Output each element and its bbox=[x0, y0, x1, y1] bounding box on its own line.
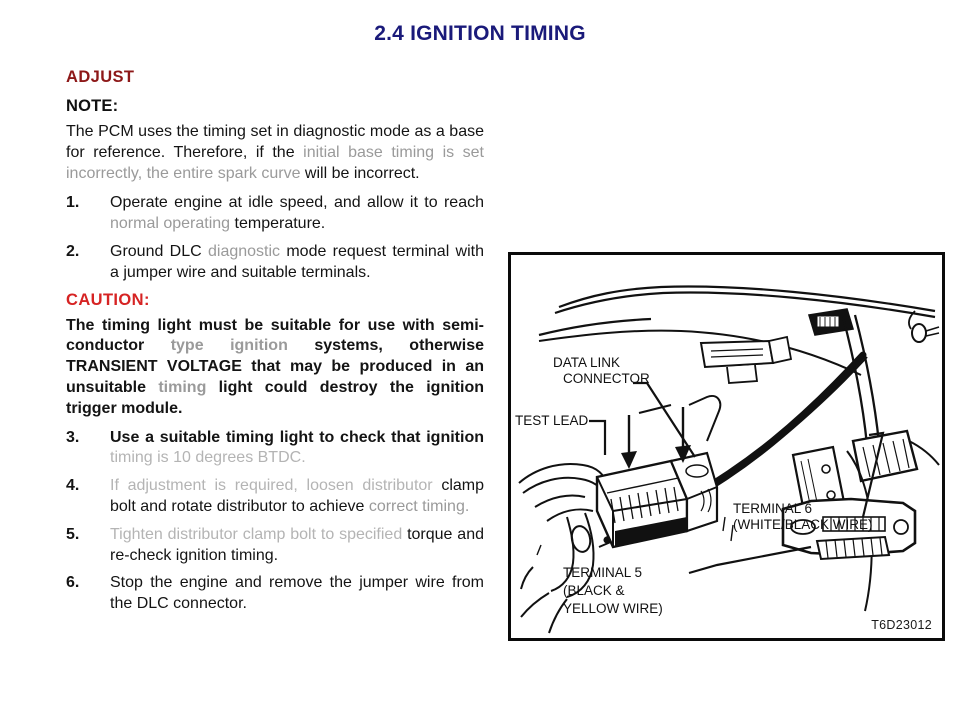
step-text-part-2: timing is 10 degrees BTDC. bbox=[110, 449, 306, 467]
step-text-part-2: clamp bolt and rotate distributor to achieve bbox=[110, 477, 484, 515]
step-text-part-1: Use a suitable timing light to check that ignition bbox=[110, 428, 484, 446]
data-link-label-line1: DATA LINK bbox=[553, 355, 621, 370]
note-body-part-2: initial base timing is set incorrectly, the entire spark curve bbox=[66, 143, 485, 182]
brake-pedal bbox=[843, 315, 917, 481]
caution-part-3: systems, otherwise TRANSIENT VOLTAGE bbox=[66, 337, 484, 376]
caution-part-6: light could destroy the ignition trigger module. bbox=[66, 378, 484, 417]
step-number: 3. bbox=[66, 428, 80, 446]
test-lead-label: TEST LEAD bbox=[515, 413, 589, 428]
figure-code: T6D23012 bbox=[871, 618, 932, 632]
note-body bbox=[66, 122, 484, 184]
steps-list-second bbox=[66, 428, 484, 615]
terminal6-label-line1: TERMINAL 6 bbox=[733, 501, 813, 516]
pinout-row-lower bbox=[817, 537, 889, 559]
step-number: 6. bbox=[66, 574, 80, 592]
step-number: 2. bbox=[66, 242, 80, 260]
list-item bbox=[66, 476, 484, 518]
list-item bbox=[66, 242, 484, 284]
step-text-part-2: normal operating bbox=[110, 215, 231, 233]
note-heading: NOTE: bbox=[66, 97, 119, 115]
terminal5-label-line2: (BLACK & bbox=[563, 583, 625, 598]
step-text: Stop the engine and remove the jumper wire from the DLC connector. bbox=[110, 574, 484, 613]
step-number: 1. bbox=[66, 194, 80, 212]
step-text-part-1: Operate engine at idle speed, and allow it to reach bbox=[110, 194, 484, 212]
step-text-part-2: torque and re-check ignition timing. bbox=[110, 525, 484, 564]
caution-part-4: that may be produced in an unsuitable bbox=[66, 358, 484, 396]
step-text-part-1: Ground DLC bbox=[110, 242, 208, 260]
caution-part-5: timing bbox=[158, 378, 207, 396]
step-number: 5. bbox=[66, 525, 80, 543]
procedure-text-column bbox=[66, 68, 484, 622]
step-text-part-3: correct timing. bbox=[368, 497, 470, 515]
step-text bbox=[110, 525, 484, 567]
step-number: 4. bbox=[66, 477, 80, 495]
step-text bbox=[110, 428, 484, 470]
step-text-part-3: temperature. bbox=[230, 215, 326, 233]
data-link-label-line2: CONNECTOR bbox=[563, 371, 650, 386]
step-text-part-3: mode request terminal with a jumper wire and suitable terminals. bbox=[110, 242, 484, 281]
page-title: 2.4 IGNITION TIMING bbox=[374, 22, 586, 45]
figure-drawing bbox=[511, 255, 942, 638]
steps-list-first bbox=[66, 193, 484, 283]
list-item bbox=[66, 525, 484, 567]
step-text bbox=[110, 193, 484, 235]
step-text-part-1: If adjustment is required, loosen distributor bbox=[110, 477, 442, 495]
caution-part-2: type ignition bbox=[144, 337, 315, 355]
step-text bbox=[110, 476, 484, 518]
adjust-heading: ADJUST bbox=[66, 68, 135, 86]
note-body-part-1: The PCM uses the timing set in diagnostic mode as a base for reference. Therefore, if the bbox=[66, 123, 484, 161]
dlc-connector-held bbox=[597, 453, 717, 547]
step-text-part-2: diagnostic bbox=[207, 242, 281, 260]
note-body-part-3: will be incorrect. bbox=[300, 164, 420, 182]
step-text-part-1: Tighten distributor clamp bolt to specified bbox=[110, 525, 408, 543]
figure-illustration bbox=[508, 252, 945, 641]
step-text bbox=[110, 242, 484, 284]
terminal6-label-line2: (WHITE/BLACK WIRE) bbox=[733, 517, 873, 532]
terminal5-label-line1: TERMINAL 5 bbox=[563, 565, 643, 580]
list-item bbox=[66, 193, 484, 235]
caution-body bbox=[66, 316, 484, 420]
list-item bbox=[66, 428, 484, 470]
list-item bbox=[66, 573, 484, 615]
caution-part-1: The timing light must be suitable for use with semi-conductor bbox=[66, 316, 484, 355]
dlc-housing-upper bbox=[701, 337, 791, 383]
dashboard-outline bbox=[539, 287, 935, 335]
terminal5-label-line3: YELLOW WIRE) bbox=[563, 601, 663, 616]
caution-heading: CAUTION: bbox=[66, 290, 150, 309]
